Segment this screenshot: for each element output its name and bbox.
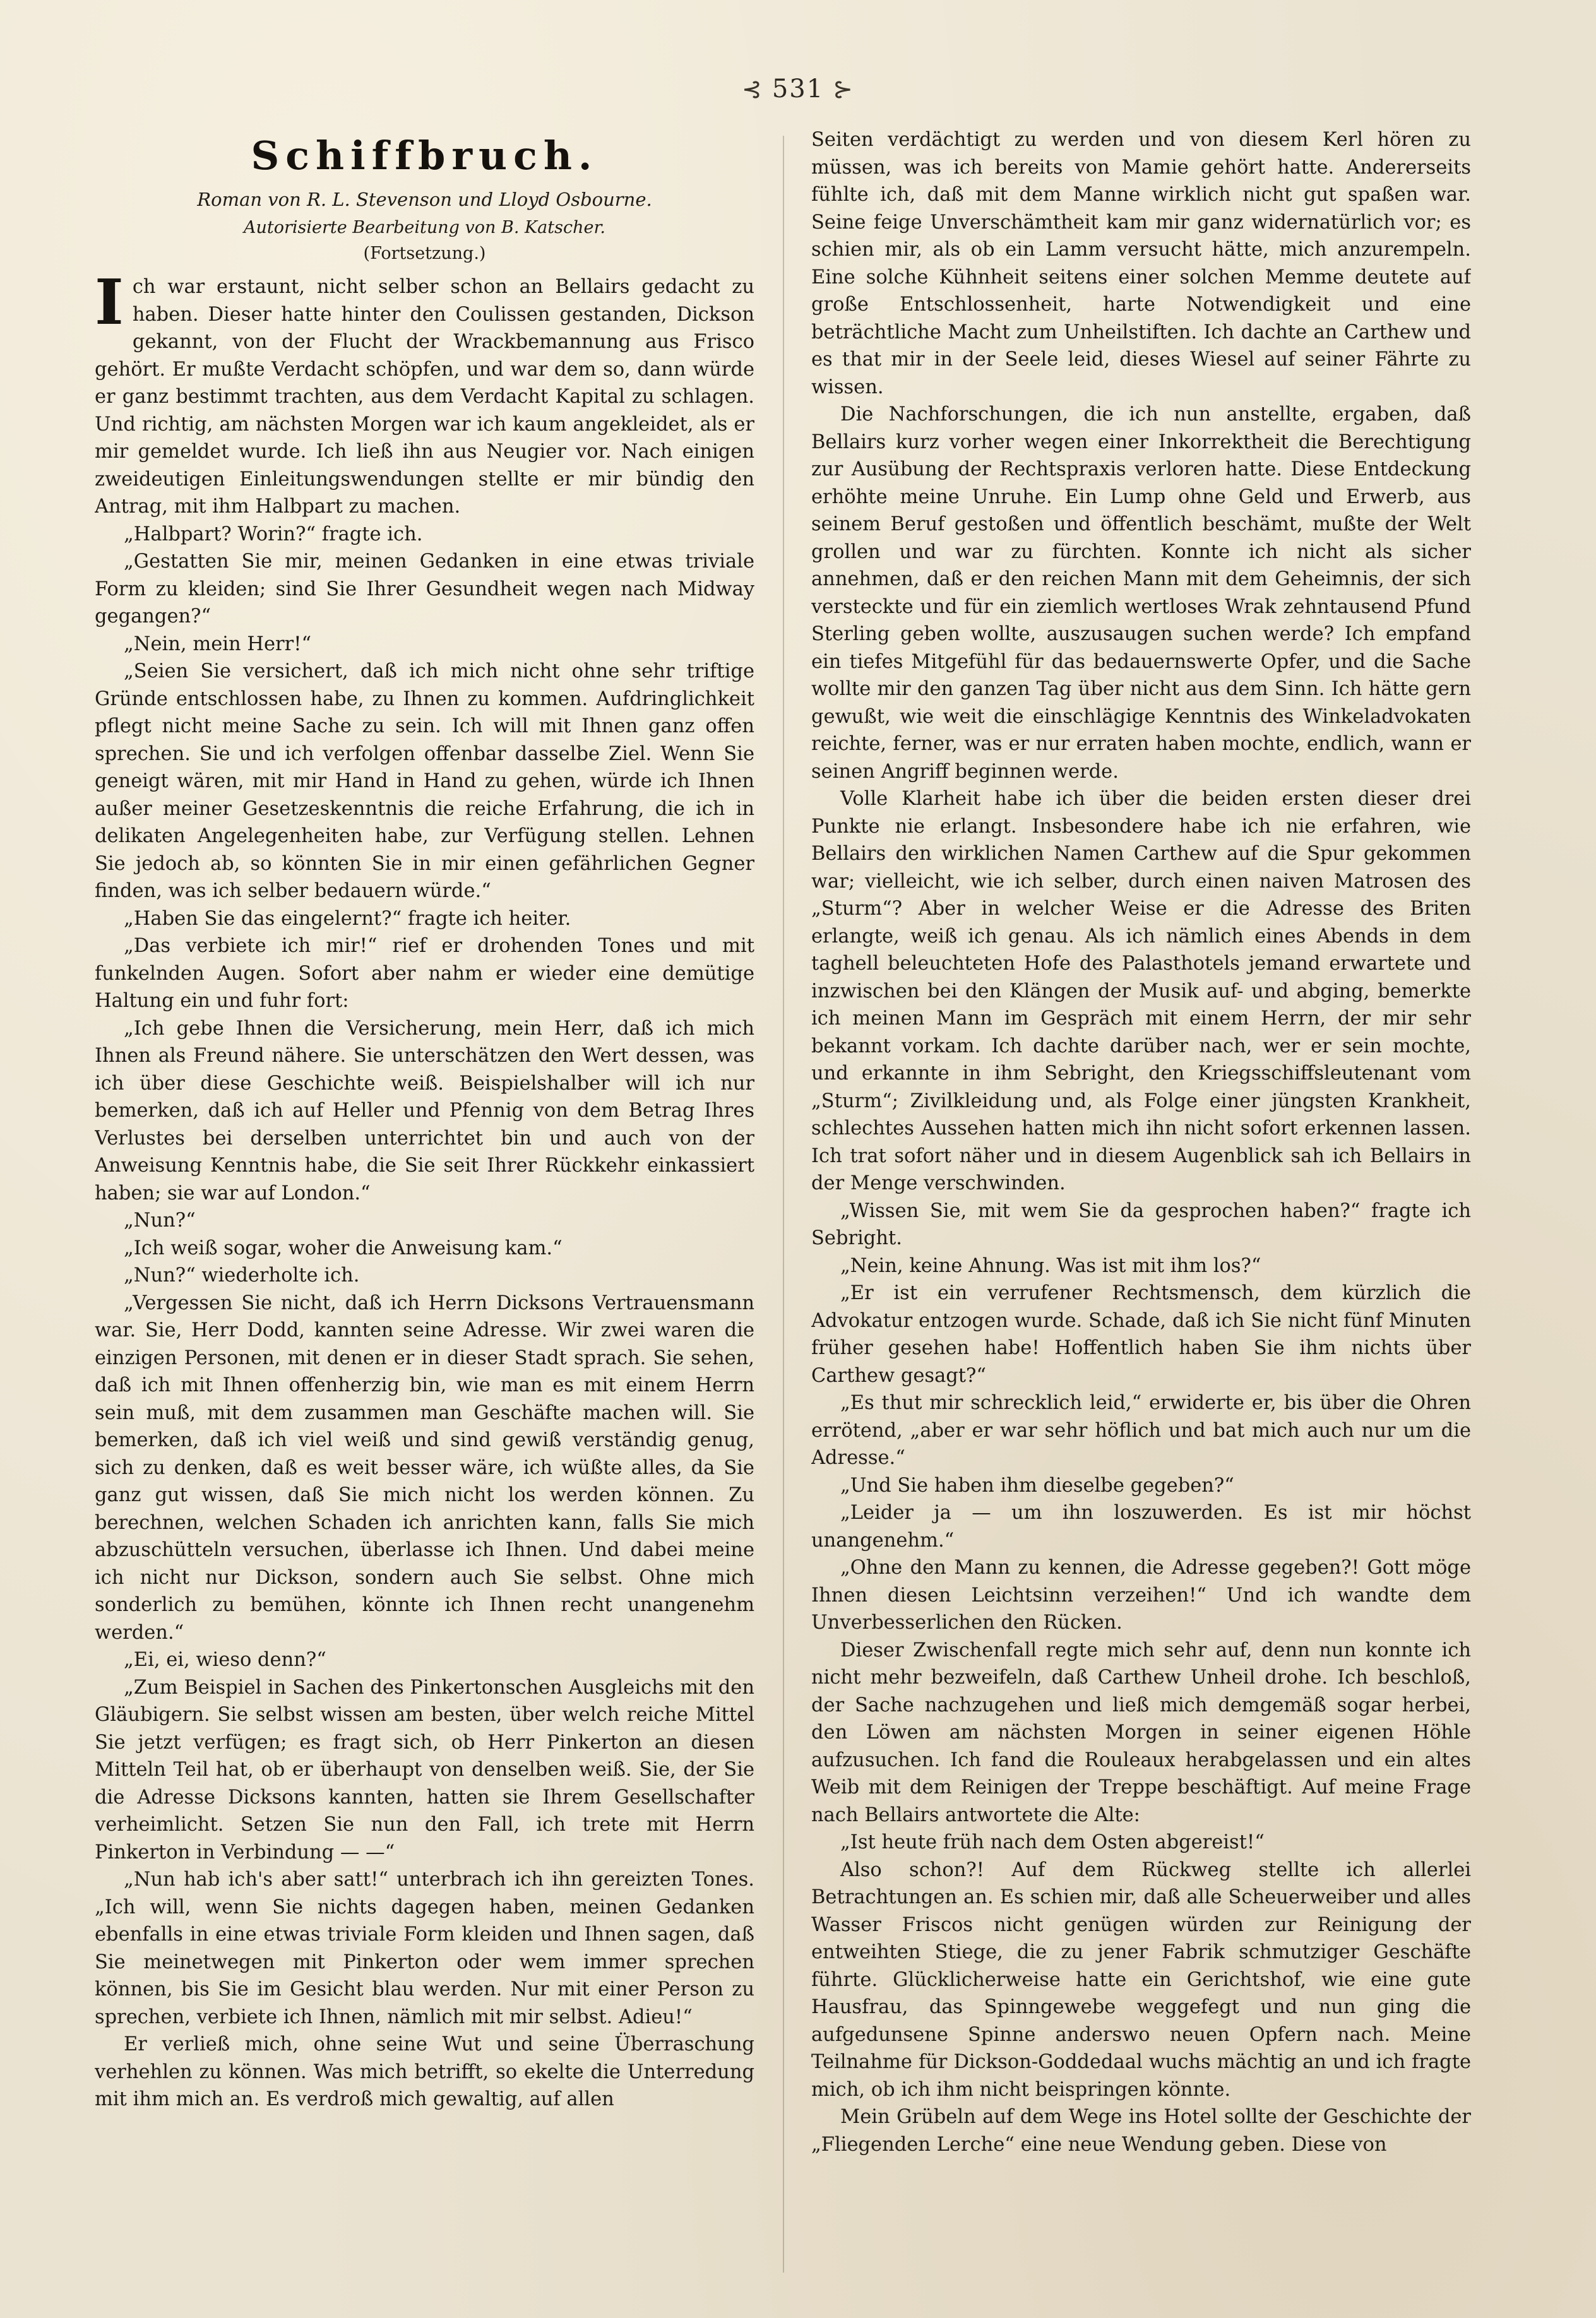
paragraph: „Vergessen Sie nicht, daß ich Herrn Dicksons Vertrauensmann war. Sie, Herr Dodd, kannten seine Adresse. Wir zwei waren die einzigen Personen, mit denen er in dieser Stadt sprach. Sie sehen, daß ich mit Ihnen offenherzig bin, wie man es mit einem Herrn sein muß, mit dem zusammen man Geschäfte machen will. Sie bemerken, daß ich viel weiß und sind gewiß verständig genug, sich zu denken, daß es weit besser wäre, ich wüßte alles, da Sie ganz gut wissen, daß Sie mich nicht los werden können. Zu berechnen, welchen Schaden ich anrichten kann, falls Sie mich abzuschütteln versuchen, überlasse ich Ihnen. Und dabei meine ich nicht nur Dickson, sondern auch Sie selbst. Ohne mich sonderlich zu bemühen, könnte ich Ihnen recht unangenehm werden.“ <box>95 1292 754 1644</box>
right-column <box>811 126 1471 2285</box>
paragraph: „Wissen Sie, mit wem Sie da gesprochen haben?“ fragte ich Sebright. <box>811 1199 1471 1249</box>
paragraph: Seiten verdächtigt zu werden und von diesem Kerl hören zu müssen, was ich bereits von Mamie gehört hatte. Andererseits fühlte ich, daß mit dem Manne wirklich nicht gut spaßen war. Seine feige Unverschämtheit kam mir ganz widernatürlich vor; es schien mir, als ob ein Lamm versucht hätte, mich anzurempeln. Eine solche Kühnheit seitens einer solchen Memme deutete auf große Entschlossenheit, harte Notwendigkeit und eine beträchtliche Macht zum Unheilstiften. Ich dachte an Carthew und es that mir in der Seele leid, dieses Wiesel auf seiner Fährte zu wissen. <box>811 129 1471 398</box>
article-title: Schiffbruch. <box>251 133 598 179</box>
paragraph: „Nein, keine Ahnung. Was ist mit ihm los?“ <box>840 1254 1261 1277</box>
paragraph: „Haben Sie das eingelernt?“ fragte ich heiter. <box>124 907 571 930</box>
first-paragraph <box>95 266 754 521</box>
paragraph: Die Nachforschungen, die ich nun anstellte, ergaben, daß Bellairs kurz vorher wegen einer Inkorrektheit die Berechtigung zur Ausübung der Rechtspraxis verloren hatte. Diese Entdeckung erhöhte meine Unruhe. Ein Lump ohne Geld und Erwerb, aus seinem Beruf gestoßen und öffentlich beschämt, mußte der Welt grollen und war zu fürchten. Konnte ich nicht als sicher annehmen, daß er den reichen Mann mit dem Geheimnis, der sich versteckte und für ein ziemlich wertloses Wrak zehntausend Pfund Sterling geben wollte, auszusaugen suchen werde? Ich empfand ein tiefes Mitgefühl für das bedauernswerte Opfer, und die Sache wollte mir den ganzen Tag über nicht aus dem Sinn. Ich hätte gern gewußt, wie weit die einschlägige Kenntnis des Winkeladvokaten reichte, ferner, was er nur erraten haben mochte, endlich, wann er seinen Angriff beginnen werde. <box>811 403 1471 783</box>
paragraph: „Nein, mein Herr!“ <box>124 633 312 655</box>
page-number: 531 <box>771 74 825 104</box>
first-paragraph-text: ch war erstaunt, nicht selber schon an Bellairs gedacht zu haben. Dieser hatte hinter den Coulissen gestanden, Dickson gekannt, von der Flucht der Wrackbemannung aus Frisco gehört. Er mußte Verdacht schöpfen, und war dem so, dann würde er ganz bestimmt trachten, aus dem Verdacht Kapital zu schlagen. Und richtig, am nächsten Morgen war ich kaum angekleidet, als er mir gemeldet wurde. Ich ließ ihn aus Neugier vor. Nach einigen zweideutigen Einleitungswendungen stellte er mir bündig den Antrag, mit ihm Halbpart zu machen. <box>95 276 754 518</box>
paragraph: „Ich gebe Ihnen die Versicherung, mein Herr, daß ich mich Ihnen als Freund nähere. Sie unterschätzen den Wert dessen, was ich über diese Geschichte weiß. Beispielshalber will ich nur bemerken, daß ich auf Heller und Pfennig von dem Betrag Ihres Verlustes bei derselben unterrichtet bin und auch von der Anweisung Kenntnis habe, die Sie seit Ihrer Rückkehr einkassiert haben; sie war auf London.“ <box>95 1017 754 1204</box>
drop-cap: I <box>95 266 124 339</box>
left-column-paragraphs <box>95 521 754 2113</box>
paragraph: „Ei, ei, wieso denn?“ <box>124 1649 326 1671</box>
translation-note: Autorisierte Bearbeitung von B. Katscher. <box>243 218 605 237</box>
paragraph: Mein Grübeln auf dem Wege ins Hotel sollte der Geschichte der „Fliegenden Lerche“ eine neue Wendung geben. Diese von <box>811 2106 1471 2156</box>
paragraph: „Seien Sie versichert, daß ich mich nicht ohne sehr triftige Gründe entschlossen habe, zu Ihnen zu kommen. Aufdringlichkeit pflegt nicht meine Sache zu sein. Ich will mit Ihnen ganz offen sprechen. Sie und ich verfolgen offenbar dasselbe Ziel. Wenn Sie geneigt wären, mit mir Hand in Hand zu gehen, würde ich Ihnen außer meiner Gesetzeskenntnis die reiche Erfahrung, die ich in delikaten Angelegenheiten habe, zur Verfügung stellen. Lehnen Sie jedoch ab, so könnten Sie in mir einen gefährlichen Gegner finden, was ich selber bedauern würde.“ <box>95 660 754 902</box>
column-divider <box>783 136 784 2273</box>
paragraph: „Es thut mir schrecklich leid,“ erwiderte er, bis über die Ohren errötend, „aber er war sehr höflich und bat mich auch nur um die Adresse.“ <box>811 1392 1471 1469</box>
paragraph: „Das verbiete ich mir!“ rief er drohenden Tones und mit funkelnden Augen. Sofort aber nahm er wieder eine demütige Haltung ein und fuhr fort: <box>95 935 754 1012</box>
continuation-note: (Fortsetzung.) <box>363 244 486 263</box>
paragraph: Er verließ mich, ohne seine Wut und seine Überraschung verhehlen zu können. Was mich betrifft, so ekelte die Unterredung mit ihm mich an. Es verdroß mich gewaltig, auf allen <box>95 2033 754 2110</box>
right-column-paragraphs <box>811 126 1471 2158</box>
paragraph: „Gestatten Sie mir, meinen Gedanken in eine etwas triviale Form zu kleiden; sind Sie Ihrer Gesundheit wegen nach Midway gegangen?“ <box>95 550 754 627</box>
page-header <box>0 74 1596 104</box>
paragraph: „Ohne den Mann zu kennen, die Adresse gegeben?! Gott möge Ihnen diesen Leichtsinn verzeihen!“ Und ich wandte dem Unverbesserlichen den Rücken. <box>811 1557 1471 1634</box>
paragraph: Dieser Zwischenfall regte mich sehr auf, denn nun konnte ich nicht mehr bezweifeln, daß Carthew Unheil drohe. Ich beschloß, der Sache nachzugehen und ließ mich demgemäß sogar herbei, den Löwen am nächsten Morgen in seiner eigenen Höhle aufzusuchen. Ich fand die Rouleaux herabgelassen und ein altes Weib mit dem Reinigen der Treppe beschäftigt. Auf meine Frage nach Bellairs antwortete die Alte: <box>811 1639 1471 1826</box>
paragraph: „Leider ja — um ihn loszuwerden. Es ist mir höchst unangenehm.“ <box>811 1502 1471 1552</box>
paragraph: „Zum Beispiel in Sachen des Pinkertonschen Ausgleichs mit den Gläubigern. Sie selbst wissen am besten, über welch reiche Mittel Sie jetzt verfügen; es fragt sich, ob Herr Pinkerton an diesen Mitteln Teil hat, ob er überhaupt von denselben weiß. Sie, der Sie die Adresse Dicksons kannten, hatten sie Ihrem Gesellschafter verheimlicht. Setzen Sie nun den Fall, ich trete mit Herrn Pinkerton in Verbindung — —“ <box>95 1676 754 1863</box>
paragraph: Also schon?! Auf dem Rückweg stellte ich allerlei Betrachtungen an. Es schien mir, daß alle Scheuerweiber und alles Wasser Friscos nicht genügen würden zur Reinigung der entweihten Stiege, die zu jener Fabrik schmutziger Geschäfte führte. Glücklicherweise hatte ein Gerichtshof, wie eine gute Hausfrau, das Spinngewebe weggefegt und nun ging die aufgedunsene Spinne anderswo neuen Opfern nach. Meine Teilnahme für Dickson-Goddedaal wuchs mächtig an und ich fragte mich, ob ich ihm nicht beispringen könnte. <box>811 1858 1471 2101</box>
paragraph: „Ich weiß sogar, woher die Anweisung kam.“ <box>124 1237 563 1259</box>
paragraph: „Halbpart? Worin?“ fragte ich. <box>124 523 423 545</box>
paragraph: „Er ist ein verrufener Rechtsmensch, dem kürzlich die Advokatur entzogen wurde. Schade, daß ich Sie nicht fünf Minuten früher gesehen habe! Hoffentlich haben Sie ihm nichts über Carthew gesagt?“ <box>811 1282 1471 1387</box>
article-byline: Roman von R. L. Stevenson und Lloyd Osbourne. <box>197 189 652 210</box>
left-column <box>95 126 754 2285</box>
ornament-left-icon: ⊰ <box>741 75 763 103</box>
paragraph: „Und Sie haben ihm dieselbe gegeben?“ <box>840 1474 1234 1497</box>
ornament-right-icon: ⊱ <box>833 75 855 103</box>
paragraph: „Nun?“ <box>124 1210 196 1232</box>
paragraph: „Nun?“ wiederholte ich. <box>124 1264 360 1287</box>
paragraph: Volle Klarheit habe ich über die beiden ersten dieser drei Punkte nie erlangt. Insbesondere habe ich nie erfahren, wie Bellairs den wirklichen Namen Carthew auf die Spur gekommen war; vielleicht, wie ich selber, durch einen naiven Matrosen des „Sturm“? Aber in welcher Weise er die Adresse des Briten erlangte, weiß ich genau. Als ich nämlich eines Abends in dem taghell beleuchteten Hofe des Palasthotels jemand erwartete und inzwischen bei den Klängen der Musik auf- und abging, bemerkte ich meinen Mann im Gespräch mit einem Herrn, der mir sehr bekannt vorkam. Ich dachte darüber nach, wer er sein mochte, und erkannte in ihm Sebright, den Kriegsschiffsleutenant vom „Sturm“; Zivilkleidung und, als Folge einer jüngsten Krankheit, schlechtes Aussehen hatten mich ihn nicht sofort erkennen lassen. Ich trat sofort näher und in diesem Augenblick sah ich Bellairs in der Menge verschwinden. <box>811 788 1471 1194</box>
paragraph: „Ist heute früh nach dem Osten abgereist!“ <box>840 1831 1265 1853</box>
paragraph: „Nun hab ich's aber satt!“ unterbrach ich ihn gereizten Tones. „Ich will, wenn Sie nichts dagegen haben, meinen Gedanken ebenfalls in eine etwas triviale Form kleiden und Ihnen sagen, daß Sie meinetwegen mit Pinkerton oder wem immer sprechen können, bis Sie im Gesicht blau werden. Nur mit einer Person zu sprechen, verbiete ich Ihnen, nämlich mit mir selbst. Adieu!“ <box>95 1869 754 2028</box>
